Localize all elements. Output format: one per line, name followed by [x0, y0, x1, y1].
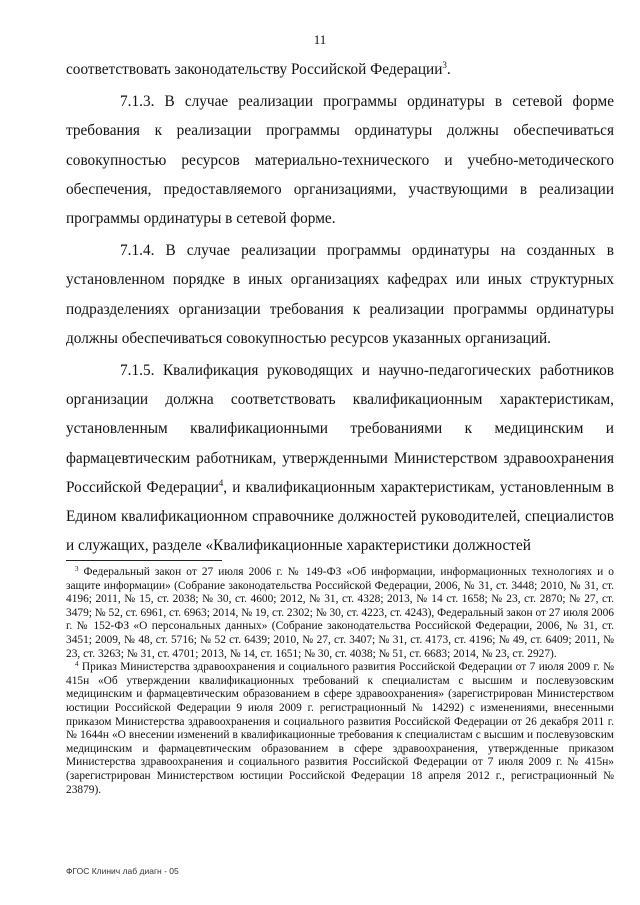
footnote-text: Приказ Министерства здравоохранения и социального развития Российской Федерации от 7 июля 2009 г. № 415н «Об утверждении квалификационных требований к специалистам с высшим и послевузовским медицинским и фармацевтическим образованием в сфере здравоохранения» (зарегистрирован Министерством юстиции Российской Федерации 9 июля 2009 г. регистрационный № 14292) с изменениями, внесенными приказом Министерства здравоохранения и социального развития Российской Федерации от 26 декабря 2011 г. № 1644н «О внесении изменений в квалификационные требования к специалистам с высшим и послевузовским медицинским и фармацевтическим образованием в сфере здравоохранения, утвержденные приказом Министерства здравоохранения и социального развития Российской Федерации от 7 июля 2009 г. № 415н» (зарегистрирован Министерством юстиции Российской Федерации 18 апреля 2012 г., регистрационный № 23879).: [66, 661, 614, 796]
paragraph-continuation: соответствовать законодательству Российской Федерации$^3$.: [66, 60, 451, 78]
main-text: [66, 55, 614, 560]
paragraph-7-1-3: 7.1.3. В случае реализации программы ординатуры в сетевой форме требования к реализации программы ординатуры должны обеспечиваться совокупностью ресурсов материально-технического и учебно-методического обеспечения, предоставляемого организациями, участвующими в реализации программы ординатуры в сетевой форме.: [66, 93, 614, 228]
footnotes: [66, 566, 614, 797]
footnote-ref-3: 3: [442, 60, 447, 70]
paragraph-7-1-5: 7.1.5. Квалификация руководящих и научно-педагогических работников организации должна соответствовать квалификационным характеристикам, установленным квалификационными требованиями к медицинским и фармацевтическим работникам, утвержденными Министерством здравоохранения Российской Федерации$^4$, и квалификационным характеристикам, установленным в Едином квалификационном справочнике должностей руководителей, специалистов и служащих, разделе «Квалификационные характеристики должностей: [66, 362, 614, 555]
footnote-mark: 4: [75, 660, 79, 669]
footnote-text: Федеральный закон от 27 июля 2006 г. № 149-ФЗ «Об информации, информационных технологиях и о защите информации» (Собрание законодательства Российской Федерации, 2006, № 31, ст. 3448; 2010, № 31, ст. 4196; 2011, № 15, ст. 2038; № 30, ст. 4600; 2012, № 31, ст. 4328; 2013, № 14 ст. 1658; № 23, ст. 2870; № 27, ст. 3479; № 52, ст. 6961, ст. 6963; 2014, № 19, ст. 2302; № 30, ст. 4223, ст. 4243), Федеральный закон от 27 июля 2006 г. № 152-ФЗ «О персональных данных» (Собрание законодательства Российской Федерации, 2006, № 31, ст. 3451; 2009, № 48, ст. 5716; № 52 ст. 6439; 2010, № 27, ст. 3407; № 31, ст. 4173, ст. 4196; № 49, ст. 6409; 2011, № 23, ст. 3263; № 31, ст. 4701; 2013, № 14, ст. 1651; № 30, ст. 4038; № 51, ст. 6683; 2014, № 23, ст. 2927).: [66, 566, 614, 660]
footnote-mark: 3: [75, 565, 79, 573]
footnote-3: [66, 566, 614, 661]
footnote-4: [66, 661, 614, 797]
footnote-ref-4: 4: [218, 477, 224, 488]
page-number: 11: [313, 32, 327, 47]
footnote-separator: [66, 560, 222, 561]
page-footer: ФГОС Клинич лаб диагн - 05: [66, 866, 179, 876]
paragraph-7-1-4: 7.1.4. В случае реализации программы ординатуры на созданных в установленном порядке в иных организациях кафедрах или иных структурных подразделениях организации требования к реализации программы ординатуры должны обеспечиваться совокупностью ресурсов указанных организаций.: [66, 242, 614, 347]
